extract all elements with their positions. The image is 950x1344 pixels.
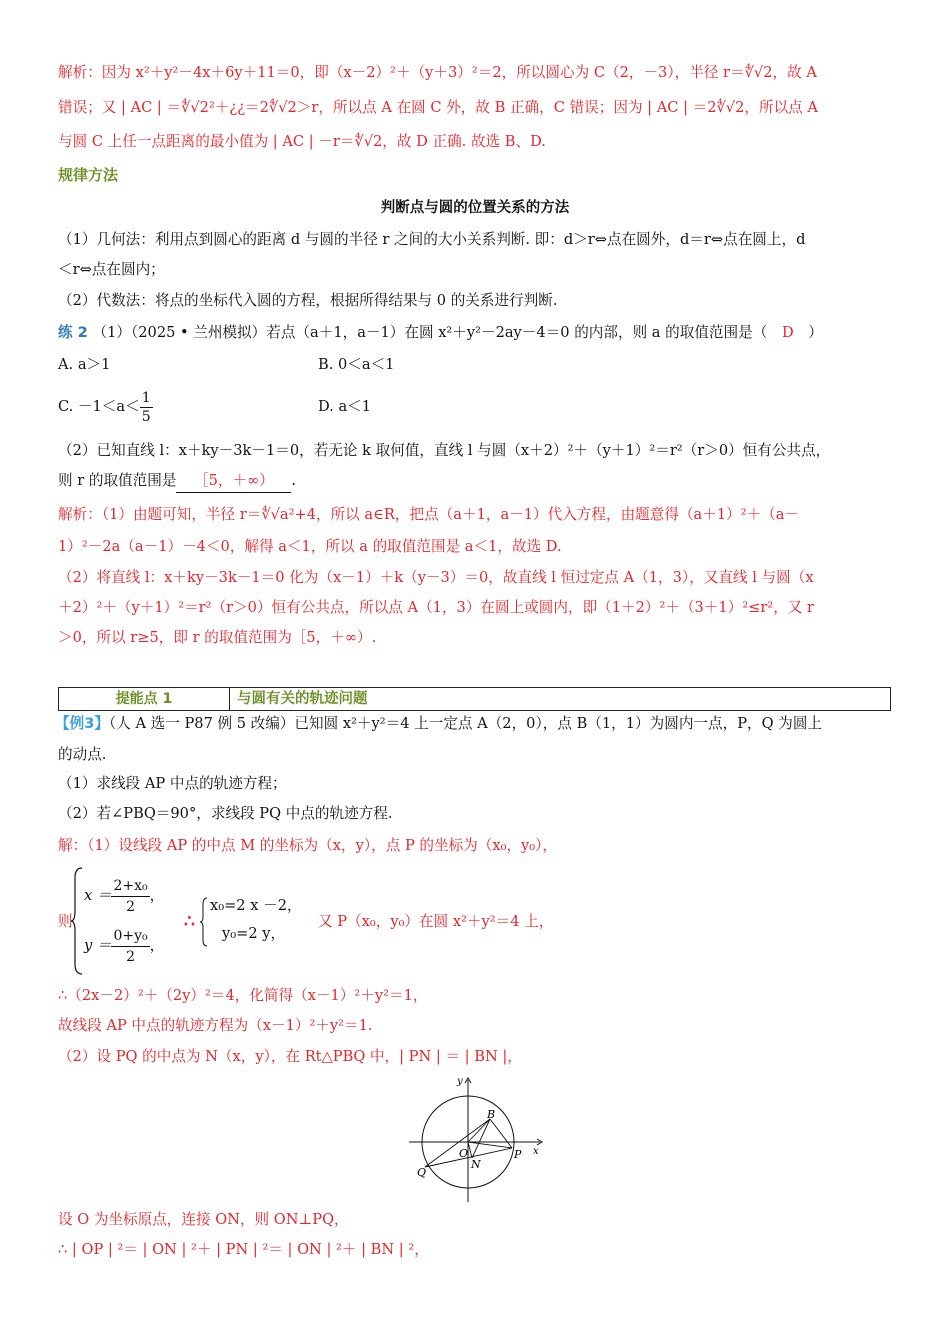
x-label: x	[533, 1146, 539, 1157]
solution-ze: 则	[58, 913, 73, 930]
system-eq2-denominator: 2	[126, 948, 136, 965]
analysis1-line1: 解析：因为 x²＋y²－4x＋6y＋11＝0，即（x－2）²＋（y＋3）²＝2，所以圆心为 C（2，－3），半径 r＝∜√2，故 A	[58, 64, 817, 81]
point-b-label: B	[487, 1108, 496, 1121]
segment-nb	[472, 1119, 490, 1158]
example3-q2: （2）若∠PBQ＝90°，求线段 PQ 中点的轨迹方程.	[58, 805, 393, 822]
option-c-numerator: 1	[141, 389, 151, 406]
point-n-label: N	[471, 1158, 481, 1171]
practice2-q1-answer: D	[781, 324, 794, 341]
result-eq1: x₀=2 x －2，	[210, 897, 302, 914]
option-c	[58, 385, 153, 429]
practice2-label: 练 2	[58, 324, 88, 341]
result-eq2: y₀=2 y，	[222, 925, 286, 942]
system-eq2	[84, 922, 164, 970]
method-title: 判断点与圆的位置关系的方法	[380, 200, 570, 216]
system-eq1-fraction	[111, 876, 149, 917]
practice2-q2b	[58, 470, 296, 493]
system-eq2-numerator: 0+y₀	[111, 926, 149, 947]
example3-line1	[55, 713, 822, 735]
section-banner	[58, 687, 891, 711]
system-eq1-lhs: x ＝	[84, 887, 112, 904]
practice2-q1-text: （1）（2025 • 兰州模拟）若点（a＋1，a－1）在圆 x²＋y²－2ay－4＝0 的内部，则 a 的取值范围是（	[92, 324, 768, 341]
circle-figure	[405, 1072, 550, 1207]
system-eq1	[84, 872, 164, 920]
segment-op	[468, 1142, 512, 1148]
solution-line5: （2）设 PQ 的中点为 N（x，y），在 Rt△PBQ 中，| PN | ＝ | BN |，	[58, 1048, 522, 1065]
result-brace	[199, 896, 209, 948]
solution-line3: ∴（2x－2）²＋（2y）²＝4，化简得（x－1）²＋y²＝1，	[58, 987, 428, 1004]
system-eq2-fraction	[111, 926, 149, 967]
method-heading: 规律方法	[58, 166, 119, 184]
analysis1-line2: 错误；又 | AC | ＝∜√2²＋¿¿＝2∜√2＞r，所以点 A 在圆 C 外，故 B 正确，C 错误；因为 | AC | ＝2∜√2，所以点 A	[58, 99, 818, 116]
solution-line4: 故线段 AP 中点的轨迹方程为（x－1）²＋y²＝1.	[58, 1017, 373, 1034]
analysis2-line3: （2）将直线 l：x＋ky－3k－1＝0 化为（x－1）＋k（y－3）＝0，故直线 l 恒过定点 A（1，3），又直线 l 与圆（x	[58, 569, 814, 586]
point-o-label: O	[459, 1147, 469, 1160]
system-eq2-comma: ，	[149, 937, 165, 954]
solution-line1: 解：（1）设线段 AP 的中点 M 的坐标为（x，y），点 P 的坐标为（x₀，y₀），	[58, 837, 558, 854]
system-brace	[70, 866, 84, 976]
practice2-q1	[58, 322, 823, 344]
practice2-q2b-answer: ［5，＋∞）	[176, 470, 291, 493]
analysis1-line3: 与圆 C 上任一点距离的最小值为 | AC | －r＝∜√2，故 D 正确. 故选 B、D.	[58, 133, 546, 150]
practice2-q2b-prefix: 则 r 的取值范围是	[58, 472, 177, 489]
point-p-label: P	[514, 1148, 522, 1161]
system-eq1-numerator: 2+x₀	[111, 876, 149, 897]
solution-line7: ∴ | OP | ²＝ | ON | ²＋ | PN | ²＝ | ON | ²＋ | BN | ²，	[58, 1241, 429, 1258]
example3-text: （人 A 选一 P87 例 5 改编）已知圆 x²＋y²＝4 上一定点 A（2，0），点 B（1，1）为圆内一点，P，Q 为圆上	[108, 715, 823, 732]
method-item2: （2）代数法：将点的坐标代入圆的方程，根据所得结果与 0 的关系进行判断.	[58, 292, 558, 309]
practice2-q2b-post: .	[291, 472, 297, 489]
y-label: y	[457, 1076, 463, 1087]
system-eq1-comma: ，	[149, 887, 165, 904]
analysis2-line2: 1）²－2a（a－1）－4＜0，解得 a＜1，所以 a 的取值范围是 a＜1，故选 D.	[58, 538, 562, 555]
method-item1a: （1）几何法：利用点到圆心的距离 d 与圆的半径 r 之间的大小关系判断. 即：d＞r⇔点在圆外，d＝r⇔点在圆上，d	[58, 231, 806, 248]
example3-q1: （1）求线段 AP 中点的轨迹方程；	[58, 775, 287, 792]
option-b: B. 0＜a＜1	[318, 356, 395, 373]
therefore-symbol: ∴	[184, 912, 195, 932]
option-a: A. a＞1	[58, 356, 111, 373]
segment-ob	[468, 1119, 490, 1142]
option-c-prefix: C. －1＜a＜	[58, 398, 140, 415]
solution-you: 又 P（x₀，y₀）在圆 x²＋y²＝4 上，	[318, 913, 554, 930]
example3-line2: 的动点.	[58, 746, 107, 763]
method-item1b: ＜r⇔点在圆内；	[58, 261, 165, 278]
option-c-fraction	[140, 389, 153, 426]
analysis2-line1: 解析：（1）由题可知，半径 r＝∜√a²+4，所以 a∈R，把点（a＋1，a－1）代入方程，由题意得（a＋1）²＋（a－	[58, 506, 800, 523]
option-d: D. a＜1	[318, 398, 372, 415]
analysis2-line5: ＞0，所以 r≥5，即 r 的取值范围为［5，＋∞）.	[58, 629, 377, 646]
banner-label: 提能点 1	[59, 688, 230, 710]
point-q-label: Q	[417, 1166, 427, 1179]
analysis2-line4: ＋2）²＋（y＋1）²＝r²（r＞0）恒有公共点，所以点 A（1，3）在圆上或圆内，即（1＋2）²＋（3＋1）²≤r²，又 r	[58, 599, 815, 616]
system-eq2-lhs: y ＝	[84, 937, 112, 954]
segment-bp	[490, 1119, 512, 1148]
option-c-denominator: 5	[141, 408, 151, 425]
practice2-q2a: （2）已知直线 l：x＋ky－3k－1＝0，若无论 k 取何值，直线 l 与圆（x＋2）²＋（y＋1）²＝r²（r＞0）恒有公共点，	[58, 442, 831, 459]
segment-on	[468, 1142, 472, 1158]
system-eq1-denominator: 2	[126, 898, 135, 915]
solution-line6: 设 O 为坐标原点，连接 ON，则 ON⊥PQ，	[58, 1211, 349, 1228]
banner-title: 与圆有关的轨迹问题	[237, 691, 368, 707]
example3-label: 【例3】	[55, 715, 109, 732]
practice2-q1-close: ）	[808, 324, 823, 341]
